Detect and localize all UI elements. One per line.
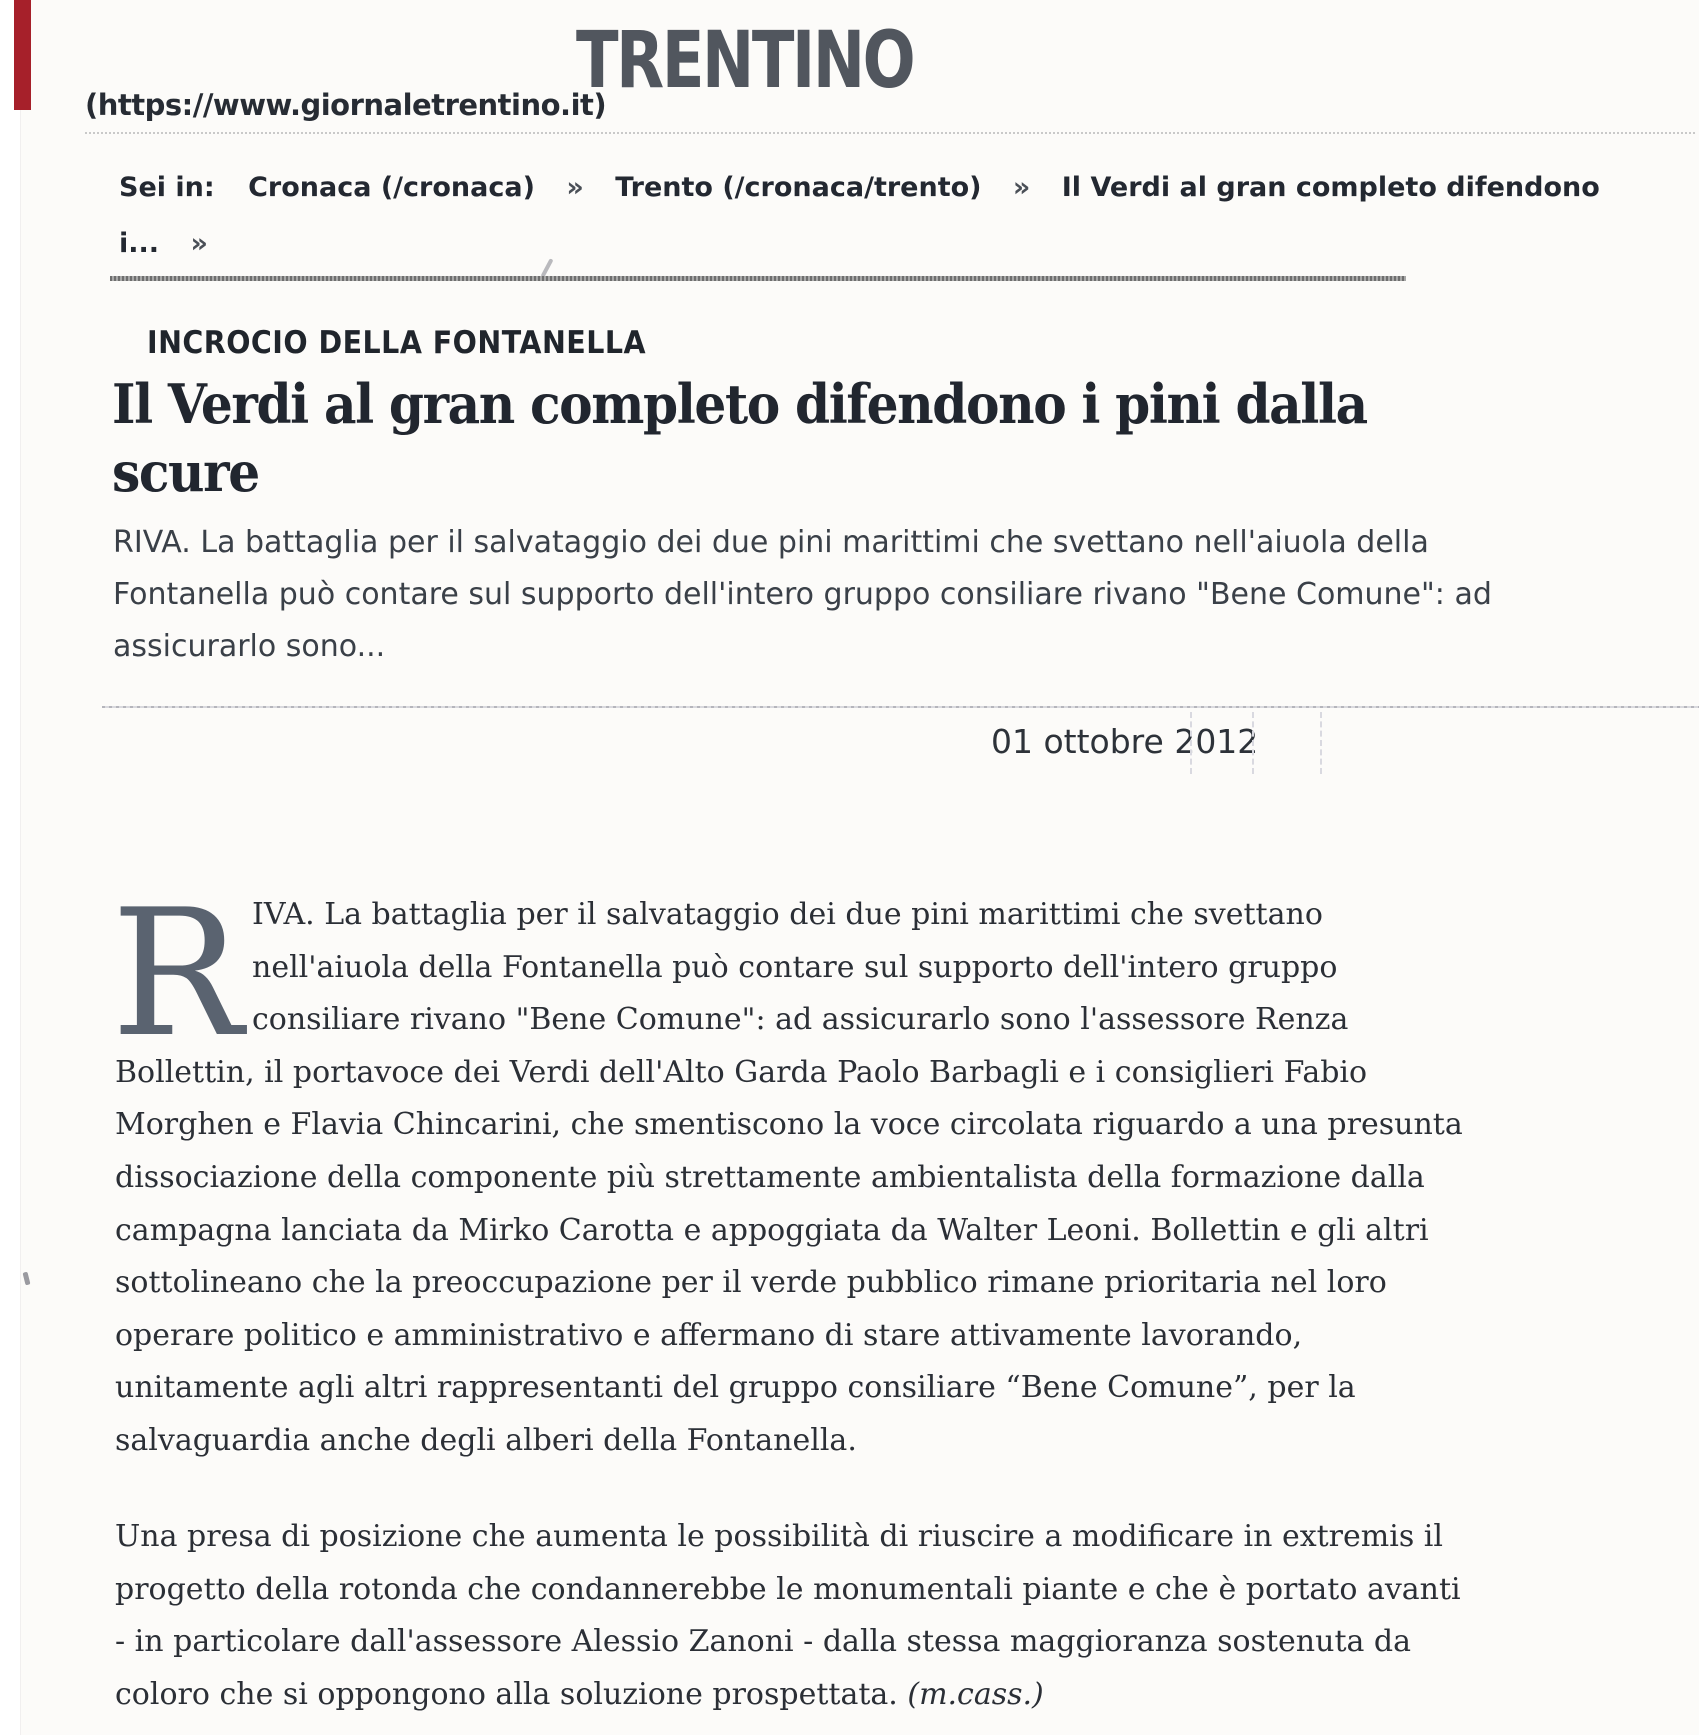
body-line-text: coloro che si oppongono alla soluzione prospettata.	[115, 1676, 908, 1712]
breadcrumb-current-page: Il Verdi al gran completo difendono	[1061, 172, 1600, 203]
margin-scan-speck	[23, 1272, 31, 1286]
breadcrumb-separator-icon: »	[566, 172, 584, 203]
red-scan-mark	[14, 0, 31, 110]
body-line: campagna lanciata da Mirko Carotta e appoggiata da Walter Leoni. Bollettin e gli altri	[115, 1212, 1429, 1248]
article-title-line2: scure	[112, 440, 259, 504]
site-url-link[interactable]: (https://www.giornaletrentino.it)	[85, 88, 607, 122]
body-line	[115, 1669, 1461, 1722]
breadcrumb-item-trento[interactable]: Trento (/cronaca/trento)	[615, 172, 982, 203]
article-title	[112, 370, 1367, 506]
author-signature: (m.cass.)	[907, 1676, 1044, 1712]
scan-dash-artifact	[1190, 712, 1192, 774]
standfirst-divider-rule	[102, 706, 1699, 708]
article-title-line1: Il Verdi al gran completo difendono i pini dalla	[112, 372, 1367, 436]
body-line: nell'aiuola della Fontanella può contare sul supporto dell'intero gruppo	[252, 949, 1338, 985]
article-kicker: INCROCIO DELLA FONTANELLA	[147, 325, 647, 361]
body-line: consiliare rivano "Bene Comune": ad assicurarlo sono l'assessore Renza	[252, 1002, 1349, 1038]
article-body-paragraph-2	[115, 1511, 1461, 1721]
article-standfirst	[113, 517, 1492, 673]
body-line: salvaguardia anche degli alberi della Fontanella.	[115, 1422, 857, 1458]
standfirst-line: assicurarlo sono...	[113, 629, 386, 664]
breadcrumb-item-cronaca[interactable]: Cronaca (/cronaca)	[248, 172, 535, 203]
dropcap-letter: R	[111, 873, 243, 1076]
scan-dash-artifact	[1252, 712, 1254, 774]
body-line: Morghen e Flavia Chincarini, che smentiscono la voce circolata riguardo a una presunta	[115, 1107, 1463, 1143]
url-underline-rule	[85, 132, 1695, 134]
body-line: Bollettin, il portavoce dei Verdi dell'Alto Garda Paolo Barbagli e i consiglieri Fabio	[115, 1054, 1368, 1090]
scan-edge-artifact	[0, 0, 21, 1735]
body-line: Una presa di posizione che aumenta le possibilità di riuscire a modificare in extremis il	[115, 1519, 1443, 1554]
body-line: operare politico e amministrativo e affermano di stare attivamente lavorando,	[115, 1317, 1303, 1353]
article-body-paragraph-1	[115, 889, 1463, 1468]
body-line: unitamente agli altri rappresentanti del gruppo consiliare “Bene Comune”, per la	[115, 1370, 1356, 1406]
body-line: progetto della rotonda che condannerebbe le monumentali piante e che è portato avanti	[115, 1571, 1461, 1607]
standfirst-line: Fontanella può contare sul supporto dell'intero gruppo consiliare rivano "Bene Comune": ad	[113, 577, 1492, 612]
scan-dash-artifact	[1320, 712, 1322, 774]
body-line: - in particolare dall'assessore Alessio Zanoni - dalla stessa maggioranza sostenuta da	[115, 1624, 1412, 1660]
standfirst-line: RIVA. La battaglia per il salvataggio dei due pini marittimi che svettano nell'aiuola della	[113, 525, 1429, 560]
body-line: IVA. La battaglia per il salvataggio dei due pini marittimi che svettano	[252, 897, 1323, 932]
publish-date: 01 ottobre 2012	[991, 722, 1259, 761]
breadcrumb-divider-rule	[110, 276, 1406, 281]
breadcrumb-separator-icon: »	[190, 228, 208, 259]
body-line: sottolineano che la preoccupazione per il verde pubblico rimane prioritaria nel loro	[115, 1265, 1387, 1301]
breadcrumb-prefix: Sei in:	[119, 172, 215, 203]
body-line: dissociazione della componente più strettamente ambientalista della formazione dalla	[115, 1159, 1425, 1195]
breadcrumb	[119, 172, 1600, 203]
trentino-logo[interactable]: TRENTINO	[576, 16, 914, 106]
breadcrumb-overflow	[119, 228, 230, 259]
breadcrumb-current-page-continued: i...	[119, 228, 160, 259]
scan-speck	[541, 258, 554, 278]
breadcrumb-separator-icon: »	[1012, 172, 1031, 203]
